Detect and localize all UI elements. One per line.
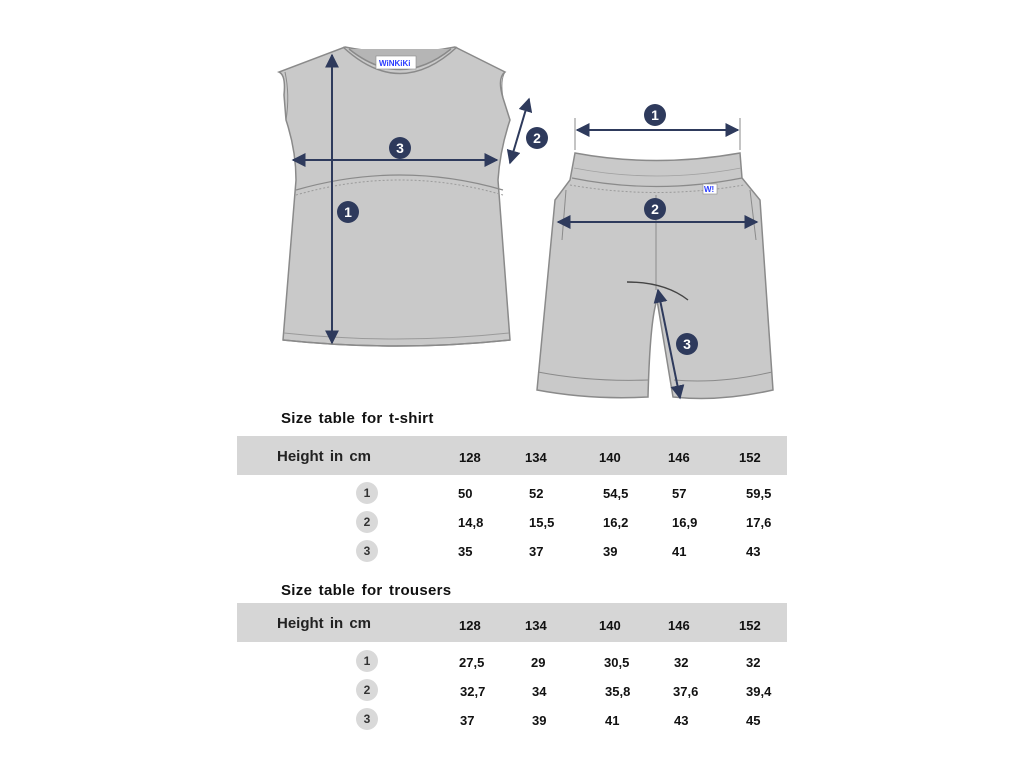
table-cell: 50 <box>458 486 473 501</box>
table-cell: 37 <box>529 544 544 559</box>
table-cell: 34 <box>532 684 547 699</box>
marker-tshirt-3 <box>389 137 411 159</box>
trousers-header-label: Height in cm <box>277 615 372 632</box>
brand-logo-text: WiNKiKi <box>379 59 411 68</box>
trousers-table-title: Size table for trousers <box>281 582 452 599</box>
trousers-height-128: 128 <box>459 618 481 633</box>
table-cell: 29 <box>531 655 546 670</box>
svg-text:1: 1 <box>344 204 352 220</box>
svg-text:3: 3 <box>683 336 691 352</box>
table-cell: 37,6 <box>673 684 699 699</box>
tshirt-table-title: Size table for t-shirt <box>281 410 434 427</box>
table-cell: 17,6 <box>746 515 772 530</box>
shorts-illustration <box>537 153 773 398</box>
tshirt-height-134: 134 <box>525 450 547 465</box>
tshirt-height-140: 140 <box>599 450 621 465</box>
table-cell: 32,7 <box>460 684 486 699</box>
marker-shorts-1 <box>644 104 666 126</box>
row-number-badge: 3 <box>356 708 378 730</box>
tshirt-sleeve-arrow <box>510 99 529 163</box>
table-cell: 16,2 <box>603 515 629 530</box>
brand-tag-text: W! <box>704 185 715 194</box>
tshirt-illustration <box>279 47 510 346</box>
table-cell: 27,5 <box>459 655 485 670</box>
trousers-height-140: 140 <box>599 618 621 633</box>
tshirt-height-128: 128 <box>459 450 481 465</box>
row-number-badge: 2 <box>356 511 378 533</box>
trousers-height-146: 146 <box>668 618 690 633</box>
trousers-height-134: 134 <box>525 618 547 633</box>
row-number-badge: 1 <box>356 650 378 672</box>
tshirt-height-146: 146 <box>668 450 690 465</box>
tshirt-height-152: 152 <box>739 450 761 465</box>
row-number-badge: 1 <box>356 482 378 504</box>
trousers-height-152: 152 <box>739 618 761 633</box>
trousers-table-header <box>237 603 787 642</box>
table-cell: 41 <box>605 713 620 728</box>
table-cell: 45 <box>746 713 761 728</box>
table-cell: 39 <box>532 713 547 728</box>
table-cell: 43 <box>674 713 689 728</box>
table-cell: 16,9 <box>672 515 698 530</box>
tshirt-header-label: Height in cm <box>277 448 372 465</box>
table-cell: 32 <box>674 655 689 670</box>
table-cell: 54,5 <box>603 486 629 501</box>
table-cell: 59,5 <box>746 486 772 501</box>
table-cell: 32 <box>746 655 761 670</box>
table-cell: 15,5 <box>529 515 555 530</box>
table-cell: 52 <box>529 486 544 501</box>
tshirt-table-header <box>237 436 787 475</box>
marker-tshirt-1 <box>337 201 359 223</box>
table-cell: 41 <box>672 544 687 559</box>
table-cell: 43 <box>746 544 761 559</box>
svg-text:2: 2 <box>533 130 541 146</box>
table-cell: 57 <box>672 486 687 501</box>
table-cell: 14,8 <box>458 515 484 530</box>
marker-shorts-2 <box>644 198 666 220</box>
marker-shorts-3 <box>676 333 698 355</box>
svg-text:3: 3 <box>396 140 404 156</box>
row-number-badge: 2 <box>356 679 378 701</box>
table-cell: 35 <box>458 544 473 559</box>
row-number-badge: 3 <box>356 540 378 562</box>
table-cell: 39,4 <box>746 684 772 699</box>
svg-text:1: 1 <box>651 107 659 123</box>
table-cell: 30,5 <box>604 655 630 670</box>
svg-text:2: 2 <box>651 201 659 217</box>
marker-tshirt-2 <box>526 127 548 149</box>
table-cell: 35,8 <box>605 684 631 699</box>
table-cell: 37 <box>460 713 475 728</box>
table-cell: 39 <box>603 544 618 559</box>
